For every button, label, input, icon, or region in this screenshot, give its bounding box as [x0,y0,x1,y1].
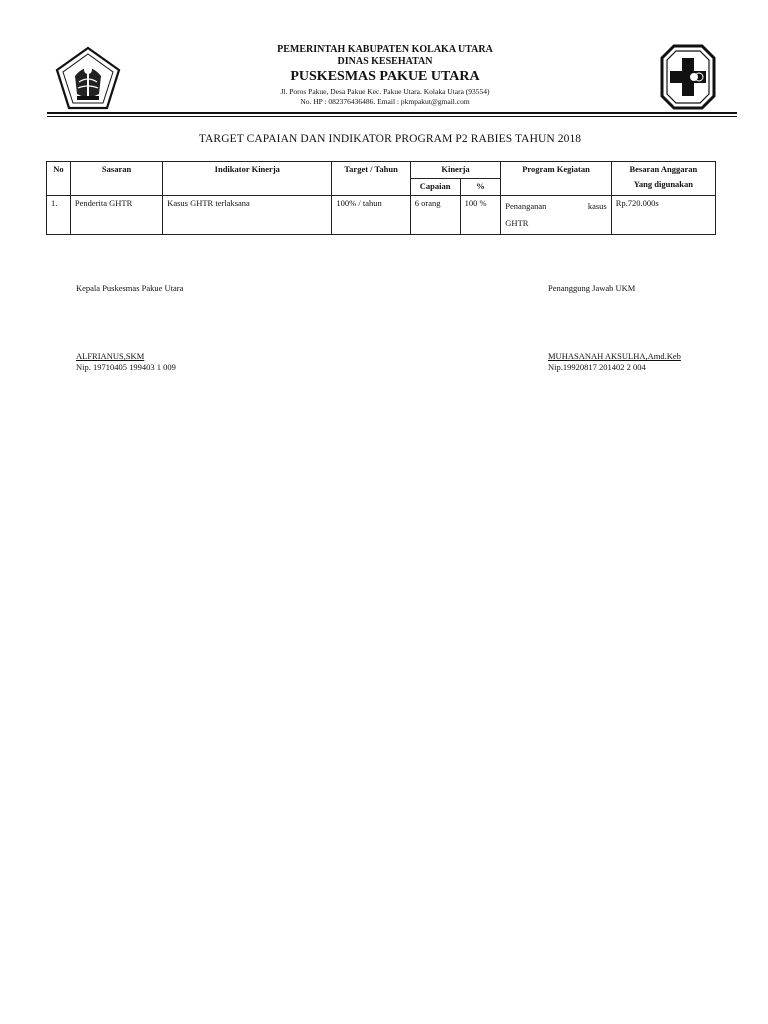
cell-capaian: 6 orang [410,196,460,235]
institution-name: PUSKESMAS PAKUE UTARA [290,69,480,84]
header-indikator: Indikator Kinerja [163,162,332,196]
table-row [47,196,716,235]
left-signatory-title: Kepala Puskesmas Pakue Utara [76,283,184,293]
letterhead-divider-thin [47,116,737,117]
program-target-table [46,161,716,235]
right-signatory-nip: Nip.19920817 201402 2 004 [548,362,646,372]
program-line-2: GHTR [505,218,529,228]
header-target: Target / Tahun [332,162,410,196]
header-besaran-line1: Besaran Anggaran [629,164,698,174]
header-persen: % [460,179,501,196]
program-word-2: kasus [587,201,607,211]
document-title: TARGET CAPAIAN DAN INDIKATOR PROGRAM P2 RABIES TAHUN 2018 [198,133,582,145]
letterhead-divider-thick [47,112,737,114]
regency-emblem-icon [55,46,121,112]
header-program: Program Kegiatan [501,162,611,196]
cell-indikator: Kasus GHTR terlaksana [163,196,332,235]
right-signatory-title: Penanggung Jawab UKM [548,283,636,293]
header-kinerja: Kinerja [410,162,501,179]
header-besaran [611,162,715,196]
cell-no: 1. [47,196,71,235]
header-capaian: Capaian [410,179,460,196]
cell-besaran: Rp.720.000s [611,196,715,235]
contact-text: No. HP : 082376436486. Email : pkmpakut@gmail.com [300,97,470,106]
cell-target: 100% / tahun [332,196,410,235]
program-word-1: Penanganan [505,201,547,211]
cell-sasaran: Penderita GHTR [70,196,162,235]
header-no: No [47,162,71,196]
right-signatory-name: MUHASANAH AKSULHA,Amd.Keb [548,351,681,361]
left-signatory-nip: Nip. 19710405 199403 1 009 [76,362,176,372]
letterhead [170,44,600,107]
table-header-row [47,162,716,179]
left-signatory-name: ALFRIANUS,SKM [76,351,145,361]
cell-program [501,196,611,235]
cell-persen: 100 % [460,196,501,235]
header-sasaran: Sasaran [70,162,162,196]
header-besaran-line2: Yang digunakan [633,179,693,189]
department-name: DINAS KESEHATAN [337,56,433,67]
puskesmas-cross-logo-icon [660,44,716,110]
address-text: Jl. Poros Pakue, Desa Pakue Kec. Pakue Utara. Kolaka Utara (93554) [280,87,490,96]
government-name: PEMERINTAH KABUPATEN KOLAKA UTARA [277,44,493,55]
